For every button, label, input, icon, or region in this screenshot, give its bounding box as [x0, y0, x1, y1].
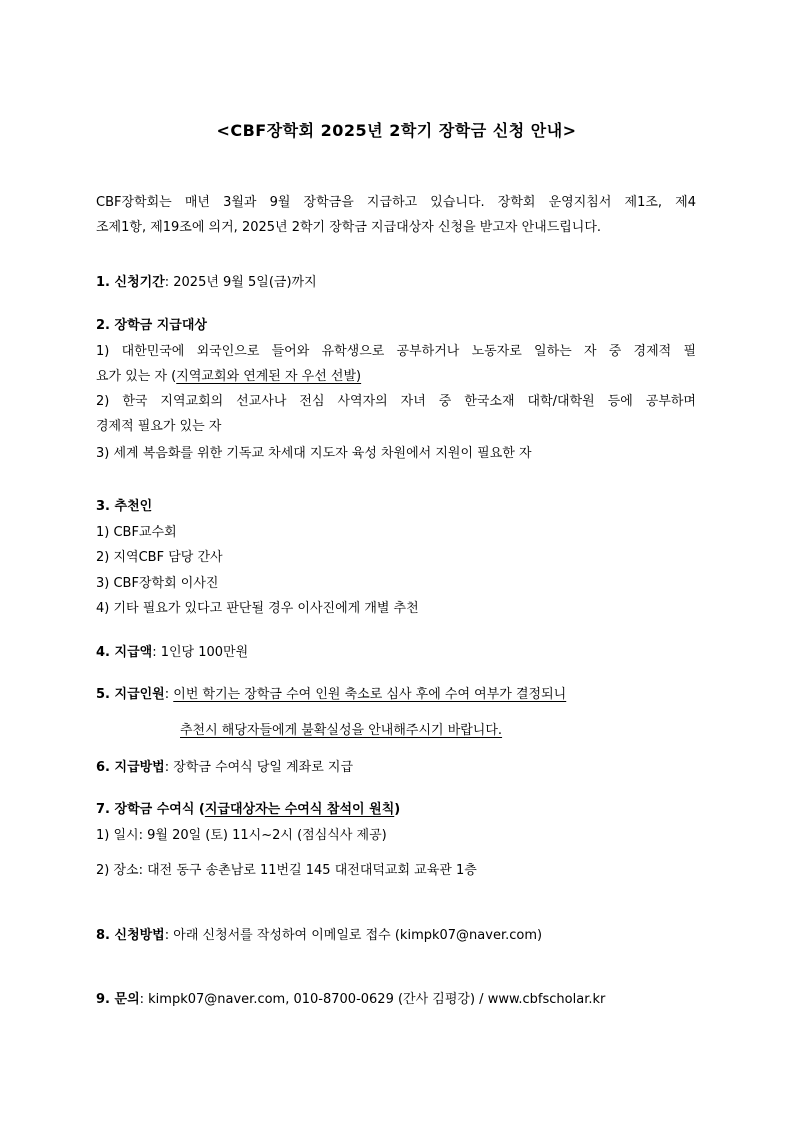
section-7-paren-close: ): [394, 802, 401, 817]
section-application-method: [96, 927, 542, 944]
intro-line-1: CBF장학회는 매년 3월과 9월 장학금을 지급하고 있습니다. 장학회 운영지침서 제1조, 제4: [96, 195, 696, 210]
ceremony-location: 2) 장소: 대전 동구 송촌남로 11번길 145 대전대덕교회 교육관 1층: [96, 863, 477, 878]
section-7-title: 7. 장학금 수여식: [96, 802, 195, 817]
attendance-rule: 지급대상자는 수여식 참석이 원칙: [204, 802, 395, 817]
section-2-item-2-line-2: 경제적 필요가 있는 자: [96, 419, 222, 434]
priority-note: 지역교회와 연계된 자 우선 선발): [176, 369, 362, 384]
document-title: <CBF장학회 2025년 2학기 장학금 신청 안내>: [216, 121, 577, 140]
section-8-text: : 아래 신청서를 작성하여 이메일로 접수 (kimpk07@naver.com): [164, 928, 543, 943]
section-8-heading: 8. 신청방법: [96, 928, 165, 943]
recommender-item-4: 4) 기타 필요가 있다고 판단될 경우 이사진에게 개별 추천: [96, 601, 419, 616]
section-2-item-2: [96, 393, 696, 435]
section-6-heading: 6. 지급방법: [96, 760, 165, 775]
section-9-heading: 9. 문의: [96, 992, 140, 1007]
section-9-text: : kimpk07@naver.com, 010-8700-0629 (간사 김평강) / www.cbfscholar.kr: [139, 992, 606, 1007]
section-3-heading: 3. 추천인: [96, 499, 153, 514]
section-2-item-1-prefix: 요가 있는 자 (: [96, 369, 177, 384]
section-recipients: [96, 686, 566, 703]
recommender-item-1: 1) CBF교수회: [96, 525, 177, 540]
section-6-text: : 장학금 수여식 당일 계좌로 지급: [164, 760, 354, 775]
ceremony-date: 1) 일시: 9월 20일 (토) 11시~2시 (점심식사 제공): [96, 828, 387, 843]
section-5-line-2: 추천시 해당자들에게 불확실성을 안내해주시기 바랍니다.: [180, 723, 503, 738]
section-amount: [96, 644, 248, 661]
recommender-item-3: 3) CBF장학회 이사진: [96, 576, 219, 591]
intro-line-2: 조제1항, 제19조에 의거, 2025년 2학기 장학금 지급대상자 신청을 받고자 안내드립니다.: [96, 220, 602, 235]
recommender-item-2: 2) 지역CBF 담당 간사: [96, 550, 223, 565]
section-1-text: : 2025년 9월 5일(금)까지: [164, 275, 317, 290]
section-2-item-1-line-1: 1) 대한민국에 외국인으로 들어와 유학생으로 공부하거나 노동자로 일하는 자 중 경제적 필: [96, 344, 696, 359]
section-4-heading: 4. 지급액: [96, 645, 153, 660]
section-7-paren-open: (: [194, 802, 205, 817]
section-2-item-3: 3) 세계 복음화를 위한 기독교 차세대 지도자 육성 차원에서 지원이 필요한 자: [96, 446, 532, 461]
section-5-line-1: 이번 학기는 장학금 수여 인원 축소로 심사 후에 수여 여부가 결정되니: [173, 687, 567, 702]
section-application-period: [96, 274, 317, 291]
section-7-heading: [96, 801, 400, 818]
section-2-item-2-line-1: 2) 한국 지역교회의 선교사나 전심 사역자의 자녀 중 한국소재 대학/대학원 등에 공부하며: [96, 394, 696, 409]
section-2-item-1-line-2: [96, 368, 696, 385]
section-5-colon: :: [164, 687, 174, 702]
section-5-heading: 5. 지급인원: [96, 687, 165, 702]
section-inquiry: [96, 991, 605, 1008]
intro-paragraph: [96, 194, 696, 236]
section-payment-method: [96, 759, 353, 776]
section-2-heading: 2. 장학금 지급대상: [96, 318, 207, 333]
section-4-text: : 1인당 100만원: [152, 645, 249, 660]
section-2-item-1: [96, 343, 696, 385]
section-1-heading: 1. 신청기간: [96, 275, 165, 290]
